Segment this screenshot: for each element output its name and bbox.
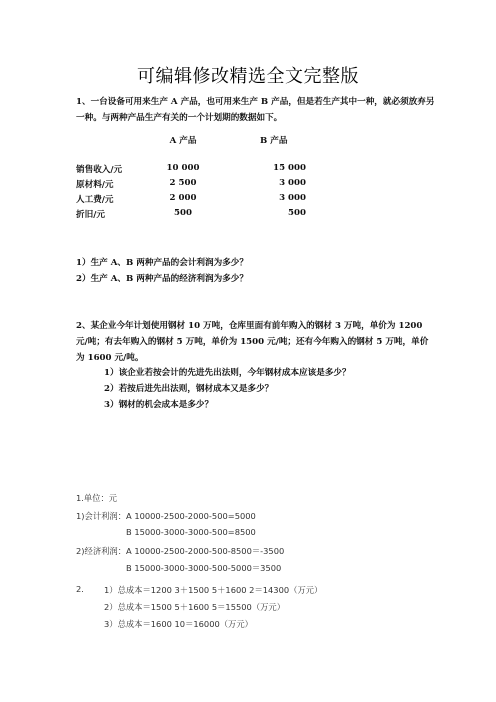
table-header-row — [76, 134, 336, 149]
table-cell: 15 000 — [273, 163, 306, 173]
answer-unit: 1.单位：元 — [76, 493, 118, 503]
table-row — [76, 163, 336, 178]
table-cell: 500 — [288, 208, 306, 218]
table-cell: 折旧/元 — [76, 210, 105, 220]
answer-1-accounting-a: 1)会计利润：A 10000-2500-2000-500=5000 — [76, 511, 256, 521]
question-2-sub-1: 1）该企业若按会计的先进先出法则，今年钢材成本应该是多少？ — [104, 368, 351, 378]
table-cell: 3 000 — [279, 193, 306, 203]
answer-1-accounting-b: B 15000-3000-3000-500=8500 — [126, 527, 256, 537]
answer-2-number: 2. — [76, 584, 84, 594]
table-row — [76, 178, 336, 193]
table-cell: 人工费/元 — [76, 195, 114, 205]
question-2-text: 2、某企业今年计划使用钢材 10 万吨，仓库里面有前年购入的钢材 3 万吨，单价为 1200 元/吨；有去年购入的钢材 5 万吨，单价为 1500 元/吨；还有今年购入的钢材 5 万吨，单价为 1600 元/吨。 — [76, 321, 429, 363]
question-1-sub-2: 2）生产 A、B 两种产品的经济利润为多少？ — [76, 274, 248, 284]
table-row — [76, 208, 336, 223]
question-2-sub-3: 3）钢材的机会成本是多少？ — [104, 400, 214, 410]
answer-2-line-3: 3）总成本＝1600 10＝16000（万元） — [104, 619, 253, 629]
answer-1-economic-a: 2)经济利润：A 10000-2500-2000-500-8500＝-3500 — [76, 546, 285, 556]
answer-2-line-2: 2）总成本＝1500 5＋1600 5＝15500（万元） — [104, 602, 286, 612]
question-1-text: 1、一台设备可用来生产 A 产品，也可用来生产 B 产品，但是若生产其中一种，就必须放弃另一种。与两种产品生产有关的一个计划期的数据如下。 — [76, 97, 435, 123]
table-cell: 500 — [174, 208, 192, 218]
table-row — [76, 193, 336, 208]
table-cell: 2 500 — [169, 178, 197, 188]
question-1-sub-1: 1）生产 A、B 两种产品的会计利润为多少？ — [76, 258, 248, 268]
answer-1-economic-b: B 15000-3000-3000-500-5000＝3500 — [126, 563, 282, 573]
table-cell: 2 000 — [169, 193, 197, 203]
answer-2-line-1: 1）总成本＝1200 3＋1500 5＋1600 2＝14300（万元） — [104, 585, 323, 595]
page-title: 可编辑修改精选全文完整版 — [137, 66, 359, 87]
question-2-sub-2: 2）若按后进先出法则，钢材成本又是多少？ — [104, 384, 274, 394]
table-cell: 销售收入/元 — [76, 165, 123, 175]
table-header-cell: B 产品 — [260, 136, 288, 146]
data-table — [76, 134, 336, 223]
table-cell: 原材料/元 — [76, 180, 114, 190]
table-header-cell: A 产品 — [169, 136, 197, 146]
table-cell: 3 000 — [279, 178, 306, 188]
table-cell: 10 000 — [166, 163, 200, 173]
